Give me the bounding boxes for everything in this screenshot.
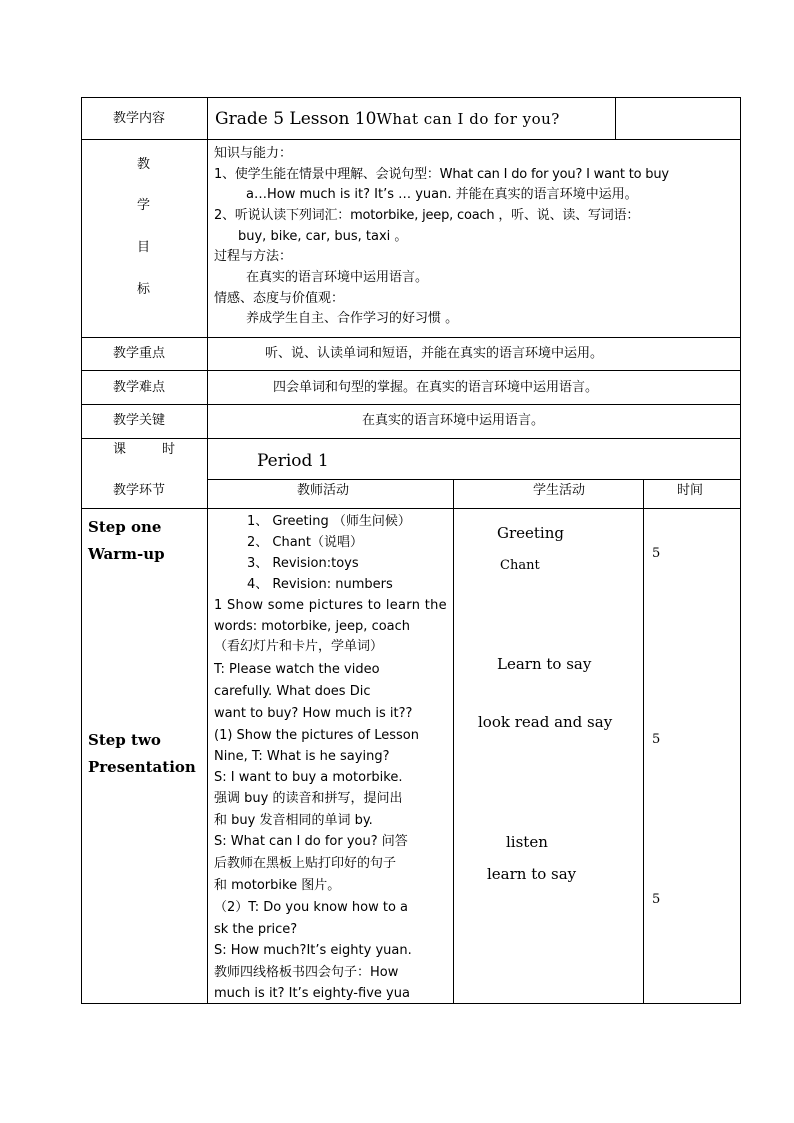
objectives-label-char: 标 (137, 282, 151, 297)
stage-label: Step two (88, 731, 161, 749)
objective-line: 过程与方法： (214, 249, 293, 264)
teacher-line: 和 buy 发音相同的单词 by. (214, 813, 373, 828)
teacher-line: T: Please watch the video (214, 662, 380, 677)
objective-line: 情感、态度与价值观： (214, 291, 345, 306)
lesson-title-part1: Grade 5 Lesson 10 (215, 109, 377, 129)
time-value: 5 (652, 546, 661, 561)
difficulties: 四会单词和句型的掌握。在真实的语言环境中运用语言。 (273, 380, 599, 395)
teacher-line: （2）T: Do you know how to a (214, 900, 409, 915)
objective-line: buy, bike, car, bus, taxi 。 (238, 229, 408, 244)
key-label: 教学关键 (113, 413, 166, 428)
key-points: 听、说、认读单词和短语，并能在真实的语言环境中运用。 (265, 346, 604, 361)
teacher-line: much is it? It’s eighty-five yua (214, 986, 410, 1001)
student-activity: learn to say (487, 865, 577, 883)
teacher-line: 4、 Revision: numbers (247, 577, 393, 592)
teacher-line: words: motorbike, jeep, coach (214, 619, 411, 634)
stage-label: Warm-up (88, 545, 165, 563)
objective-line: a…How much is it? It’s … yuan. 并能在真实的语言环境中运用。 (246, 187, 638, 202)
teacher-line: S: I want to buy a motorbike. (214, 770, 403, 785)
objective-line: 2、听说认读下列词汇：motorbike, jeep, coach ，听、说、读、写词语： (214, 208, 640, 223)
teacher-line: （看幻灯片和卡片，学单词） (214, 639, 384, 654)
student-activity: Learn to say (497, 655, 592, 673)
teacher-line: 1 Show some pictures to learn the (214, 598, 447, 613)
column-header-student: 学生活动 (533, 483, 586, 498)
objectives-label-char: 教 (137, 157, 151, 172)
teacher-line: 1、 Greeting （师生问候） (247, 514, 411, 529)
period-label-char: 课 (113, 442, 127, 457)
student-activity: listen (506, 833, 548, 851)
lesson-title-part2: What can I do for you? (376, 110, 560, 128)
teacher-line: (1) Show the pictures of Lesson (214, 728, 419, 743)
objectives-label-char: 学 (137, 198, 151, 213)
stage-label: Step one (88, 518, 162, 536)
objectives-label-char: 目 (137, 240, 151, 255)
teacher-line: want to buy? How much is it?? (214, 706, 413, 721)
period-value: Period 1 (257, 451, 329, 471)
teacher-line: 2、 Chant（说唱） (247, 535, 364, 550)
content-label: 教学内容 (113, 111, 166, 126)
time-value: 5 (652, 732, 661, 747)
key-text: 在真实的语言环境中运用语言。 (362, 413, 545, 428)
student-activity: look read and say (478, 713, 613, 731)
teacher-line: S: How much?It’s eighty yuan. (214, 943, 412, 958)
objective-line: 1、使学生能在情景中理解、会说句型：What can I do for you? I want to buy (214, 167, 669, 182)
teacher-line: carefully. What does Dic (214, 684, 371, 699)
objective-line: 在真实的语言环境中运用语言。 (246, 270, 429, 285)
lesson-title (215, 109, 560, 129)
time-value: 5 (652, 892, 661, 907)
column-header-time: 时间 (677, 483, 704, 498)
teacher-line: 强调 buy 的读音和拼写，提问出 (214, 791, 403, 806)
key-points-label: 教学重点 (113, 346, 166, 361)
objective-line: 知识与能力： (214, 146, 293, 161)
student-activity: Greeting (497, 524, 564, 542)
teacher-line: 3、 Revision:toys (247, 556, 359, 571)
column-header-teacher: 教师活动 (297, 483, 350, 498)
teacher-line: Nine, T: What is he saying? (214, 749, 390, 764)
period-label-char: 时 (162, 442, 176, 457)
teacher-line: 和 motorbike 图片。 (214, 878, 341, 893)
objective-line: 养成学生自主、合作学习的好习惯 。 (246, 311, 459, 326)
stage-label: Presentation (88, 758, 196, 776)
teacher-line: 教师四线格板书四会句子：How (214, 965, 399, 980)
teacher-line: sk the price? (214, 922, 298, 937)
teacher-line: S: What can I do for you? 问答 (214, 834, 408, 849)
student-activity: Chant (500, 558, 540, 573)
teacher-line: 后教师在黑板上贴打印好的句子 (214, 856, 397, 871)
column-header-stage: 教学环节 (113, 483, 166, 498)
difficulties-label: 教学难点 (113, 380, 166, 395)
